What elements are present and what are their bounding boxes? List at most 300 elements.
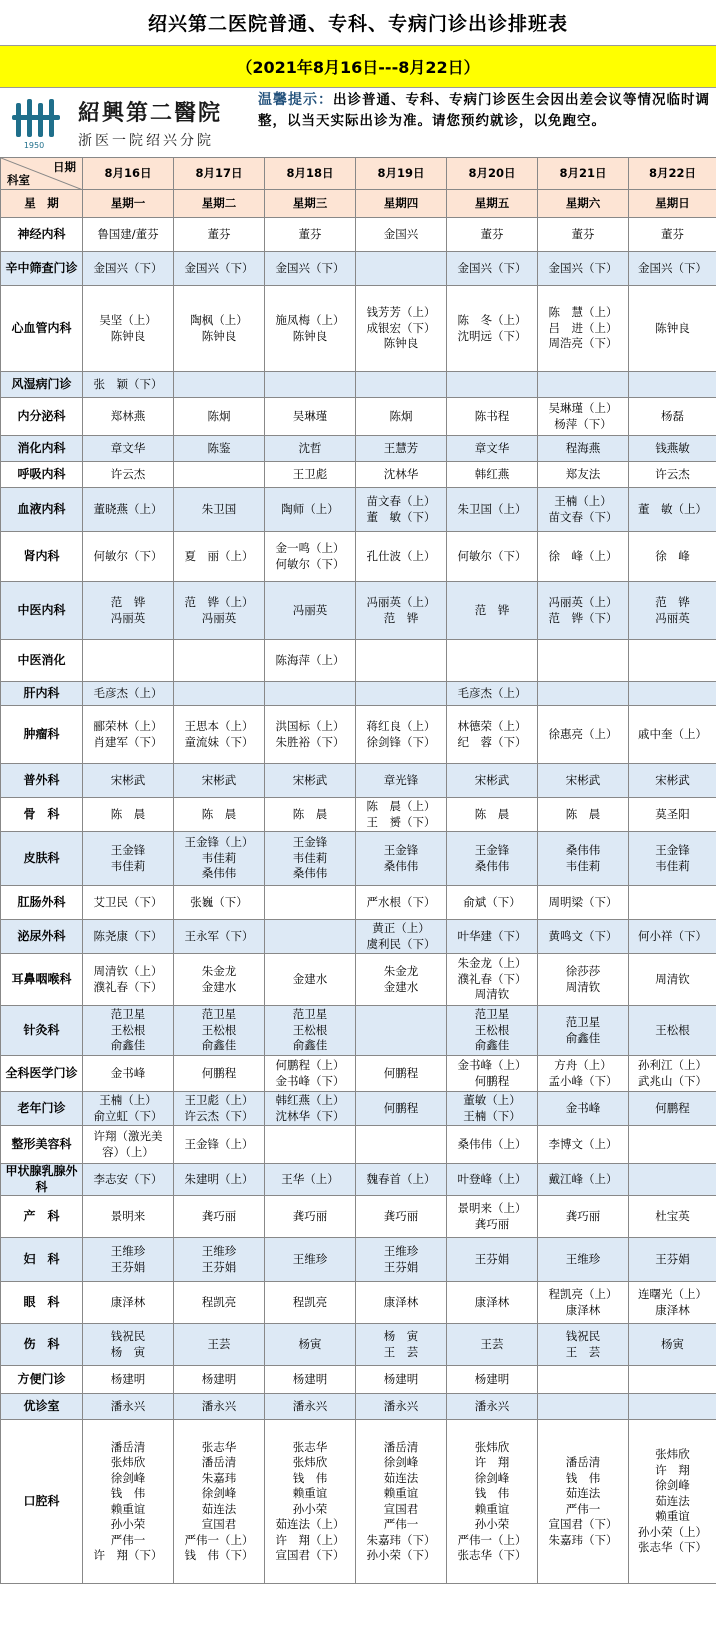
- doctor-entry: 王思本（上）: [184, 719, 254, 733]
- department-name: 普外科: [1, 764, 83, 798]
- schedule-cell: [265, 954, 356, 1006]
- date-cell: 8月18日: [265, 158, 356, 190]
- schedule-cell: [265, 436, 356, 462]
- doctor-entry: 金书峰: [565, 1100, 601, 1115]
- doctor-entry: 成银宏（下）: [366, 320, 436, 335]
- weekday-cell: 星期日: [629, 190, 716, 218]
- schedule-cell: [447, 954, 538, 1006]
- schedule-cell: [174, 398, 265, 436]
- schedule-row: [1, 706, 716, 764]
- schedule-cell: [174, 682, 265, 706]
- schedule-cell: [174, 1006, 265, 1056]
- schedule-cell: [629, 1282, 716, 1324]
- schedule-cell: [538, 954, 629, 1006]
- doctor-entry: 王维珍: [383, 1244, 419, 1258]
- schedule-cell: [538, 920, 629, 954]
- doctor-entry: 桑伟伟: [474, 858, 510, 873]
- doctor-entry: 徐 峰（上）: [548, 548, 618, 563]
- doctor-entry: 范 铧: [655, 595, 690, 609]
- doctor-entry: 程凯亮: [292, 1294, 328, 1309]
- doctor-entry: 陈钟良: [292, 328, 328, 343]
- doctor-entry: 朱嘉玮（下）: [366, 1532, 436, 1547]
- schedule-cell: [356, 1324, 447, 1366]
- doctor-entry: 虞利民（下）: [366, 936, 436, 951]
- logo-subtitle: 浙医一院绍兴分院: [78, 132, 214, 149]
- doctor-entry: 金国兴（下）: [457, 260, 527, 275]
- doctor-entry: 周清钦: [474, 987, 510, 1002]
- schedule-cell: [447, 764, 538, 798]
- schedule-row: [1, 886, 716, 920]
- doctor-entry: 徐剑峰: [383, 1455, 419, 1469]
- doctor-entry: 宋彬武: [655, 772, 690, 787]
- doctor-entry: 潘岳清: [110, 1439, 146, 1454]
- doctor-entry: 冯丽英: [110, 610, 146, 625]
- doctor-entry: 魏春首（上）: [366, 1171, 436, 1186]
- schedule-row: [1, 1056, 716, 1092]
- schedule-cell: [538, 436, 629, 462]
- doctor-entry: 俞斌（下）: [463, 894, 521, 909]
- doctor-entry: 赖重谊: [292, 1486, 328, 1500]
- doctor-entry: 钱 伟（下）: [184, 1548, 254, 1562]
- schedule-cell: [538, 640, 629, 682]
- doctor-entry: 龚巧丽: [383, 1208, 419, 1223]
- department-name: 妇 科: [1, 1238, 83, 1282]
- schedule-cell: [265, 218, 356, 252]
- schedule-cell: [538, 1324, 629, 1366]
- doctor-entry: 杨磊: [661, 408, 684, 423]
- doctor-entry: 冯丽英: [655, 610, 690, 625]
- doctor-entry: 潘岳清: [201, 1455, 237, 1469]
- schedule-cell: [174, 1056, 265, 1092]
- doctor-entry: 钱 伟: [292, 1470, 328, 1485]
- department-name: 伤 科: [1, 1324, 83, 1366]
- department-name: 骨 科: [1, 798, 83, 832]
- schedule-cell: [629, 532, 716, 582]
- doctor-entry: 潘永兴: [383, 1398, 419, 1413]
- schedule-row: [1, 532, 716, 582]
- doctor-entry: 赖重谊: [383, 1486, 419, 1500]
- doctor-entry: 范卫星: [201, 1007, 237, 1022]
- doctor-entry: 张炜欣: [474, 1439, 510, 1454]
- schedule-cell: [83, 1282, 174, 1324]
- page-title: 绍兴第二医院普通、专科、专病门诊出诊排班表: [0, 0, 716, 45]
- doctor-entry: 王楠（上）: [554, 494, 612, 508]
- hospital-emblem-icon: [10, 95, 68, 151]
- doctor-entry: 王芸: [207, 1336, 231, 1351]
- schedule-cell: [447, 682, 538, 706]
- logo-name: 紹興第二醫院: [78, 99, 223, 126]
- department-name: 神经内科: [1, 218, 83, 252]
- schedule-row: [1, 1324, 716, 1366]
- schedule-cell: [265, 532, 356, 582]
- schedule-cell: [447, 706, 538, 764]
- schedule-cell: [447, 1420, 538, 1584]
- doctor-entry: 吕 进（上）: [548, 320, 618, 335]
- schedule-cell: [356, 582, 447, 640]
- doctor-entry: 孙利江（上）: [638, 1058, 707, 1072]
- doctor-entry: 桑伟伟: [565, 843, 601, 857]
- doctor-entry: 赖重谊: [655, 1509, 690, 1524]
- schedule-cell: [447, 1282, 538, 1324]
- doctor-entry: 莫圣阳: [655, 806, 690, 821]
- schedule-cell: [265, 1164, 356, 1196]
- schedule-cell: [629, 1092, 716, 1126]
- schedule-cell: [356, 1420, 447, 1584]
- doctor-entry: 潘岳清: [383, 1439, 419, 1454]
- schedule-cell: [538, 286, 629, 372]
- department-name: 耳鼻咽喉科: [1, 954, 83, 1006]
- doctor-entry: 王 赟（下）: [366, 814, 436, 829]
- doctor-entry: 何敏尔（下）: [457, 548, 527, 563]
- doctor-entry: 孔仕波（上）: [366, 548, 436, 563]
- date-cell: 8月22日: [629, 158, 716, 190]
- doctor-entry: 茹连法: [565, 1486, 601, 1500]
- schedule-cell: [629, 954, 716, 1006]
- doctor-entry: 何鹏程: [383, 1100, 419, 1115]
- department-name: 血液内科: [1, 488, 83, 532]
- schedule-cell: [538, 1196, 629, 1238]
- doctor-entry: 陈 晨（上）: [366, 799, 436, 813]
- schedule-cell: [629, 462, 716, 488]
- doctor-entry: 俞鑫佳: [201, 1038, 237, 1053]
- doctor-entry: 康泽林: [565, 1302, 601, 1317]
- schedule-cell: [83, 582, 174, 640]
- schedule-cell: [447, 1366, 538, 1394]
- schedule-cell: [83, 1056, 174, 1092]
- doctor-entry: 何敏尔（下）: [93, 548, 163, 563]
- schedule-cell: [447, 832, 538, 886]
- schedule-cell: [174, 1196, 265, 1238]
- schedule-cell: [265, 1126, 356, 1164]
- doctor-entry: 冯丽英: [292, 602, 328, 617]
- doctor-entry: 杨寅: [298, 1336, 322, 1351]
- department-name: 辛中筛查门诊: [1, 252, 83, 286]
- schedule-cell: [174, 1164, 265, 1196]
- doctor-entry: 韩红燕（上）: [275, 1093, 345, 1107]
- date-cell: 8月17日: [174, 158, 265, 190]
- schedule-cell: [356, 462, 447, 488]
- doctor-entry: 茹连法: [655, 1493, 690, 1508]
- doctor-entry: 王楠（下）: [463, 1108, 521, 1123]
- doctor-entry: 陈 晨: [292, 806, 328, 821]
- doctor-entry: 杨建明: [292, 1371, 328, 1386]
- notice-text: 出诊普通、专科、专病门诊医生会因出差会议等情况临时调整，以当天实际出诊为准。请您预约就诊，以免跑空。: [258, 92, 710, 129]
- schedule-cell: [629, 1366, 716, 1394]
- doctor-entry: 董 敏（下）: [366, 509, 436, 524]
- department-name: 泌尿外科: [1, 920, 83, 954]
- doctor-entry: 王芬娟: [110, 1259, 146, 1274]
- doctor-entry: 朱胜裕（下）: [275, 734, 345, 749]
- doctor-entry: 孟小峰（下）: [548, 1073, 618, 1088]
- schedule-cell: [265, 1420, 356, 1584]
- schedule-cell: [174, 582, 265, 640]
- doctor-entry: 王松根: [110, 1022, 146, 1037]
- schedule-cell: [356, 1238, 447, 1282]
- schedule-cell: [83, 462, 174, 488]
- doctor-entry: 董芬: [298, 226, 322, 241]
- doctor-entry: 朱金龙: [383, 964, 419, 978]
- schedule-cell: [265, 1282, 356, 1324]
- schedule-cell: [538, 798, 629, 832]
- date-header-row: [1, 158, 716, 190]
- doctor-entry: 王卫彪（上）: [184, 1093, 254, 1107]
- doctor-entry: 叶登峰（上）: [457, 1171, 527, 1186]
- schedule-cell: [447, 1324, 538, 1366]
- doctor-entry: 杨建明: [110, 1371, 146, 1386]
- schedule-cell: [174, 1366, 265, 1394]
- schedule-cell: [265, 488, 356, 532]
- doctor-entry: 何鹏程: [201, 1065, 237, 1080]
- department-name: 针灸科: [1, 1006, 83, 1056]
- schedule-cell: [629, 488, 716, 532]
- schedule-cell: [265, 1324, 356, 1366]
- doctor-entry: 许 翔（上）: [275, 1532, 345, 1547]
- schedule-cell: [356, 798, 447, 832]
- doctor-entry: 徐剑峰: [655, 1478, 690, 1493]
- doctor-entry: 徐剑峰: [474, 1470, 510, 1485]
- doctor-entry: 钱燕敏: [655, 440, 690, 455]
- schedule-cell: [538, 764, 629, 798]
- schedule-cell: [447, 252, 538, 286]
- doctor-entry: 吴坚（上）: [99, 313, 157, 327]
- doctor-entry: 吴琳瑾（上）: [548, 401, 618, 415]
- schedule-row: [1, 488, 716, 532]
- schedule-cell: [356, 1092, 447, 1126]
- schedule-cell: [629, 886, 716, 920]
- department-name: 心血管内科: [1, 286, 83, 372]
- schedule-cell: [447, 1164, 538, 1196]
- doctor-entry: 许 翔: [655, 1462, 690, 1477]
- department-name: 风湿病门诊: [1, 372, 83, 398]
- doctor-entry: 董芬: [207, 226, 231, 241]
- doctor-entry: 陈 晨: [110, 806, 146, 821]
- doctor-entry: 李志安（下）: [93, 1171, 163, 1186]
- schedule-cell: [174, 532, 265, 582]
- doctor-entry: 桑伟伟: [201, 866, 237, 881]
- doctor-entry: 康泽林: [655, 1302, 690, 1317]
- doctor-entry: 陈炯: [207, 408, 231, 423]
- doctor-entry: 艾卫民（下）: [93, 894, 163, 909]
- doctor-entry: 范卫星: [110, 1007, 146, 1022]
- schedule-cell: [629, 832, 716, 886]
- schedule-cell: [265, 286, 356, 372]
- doctor-entry: 许翔（激光美: [93, 1129, 163, 1143]
- schedule-cell: [174, 462, 265, 488]
- schedule-cell: [83, 1324, 174, 1366]
- schedule-cell: [174, 372, 265, 398]
- date-cell: 8月20日: [447, 158, 538, 190]
- schedule-cell: [629, 764, 716, 798]
- doctor-entry: 范卫星: [292, 1007, 328, 1022]
- doctor-entry: 钱芳芳（上）: [366, 305, 436, 320]
- doctor-entry: 俞鑫佳: [110, 1038, 146, 1053]
- department-name: 优诊室: [1, 1394, 83, 1420]
- schedule-row: [1, 798, 716, 832]
- schedule-cell: [629, 1006, 716, 1056]
- doctor-entry: 龚巧丽: [565, 1208, 601, 1223]
- doctor-entry: 何鹏程: [383, 1065, 419, 1080]
- schedule-cell: [538, 1092, 629, 1126]
- doctor-entry: 沈林华（下）: [275, 1108, 345, 1123]
- doctor-entry: 金国兴（下）: [184, 260, 254, 275]
- doctor-entry: 徐剑峰: [201, 1486, 237, 1500]
- schedule-row: [1, 1238, 716, 1282]
- doctor-entry: 濮礼春（下）: [93, 979, 163, 994]
- schedule-cell: [83, 640, 174, 682]
- doctor-entry: 王金锋: [655, 843, 690, 857]
- schedule-cell: [356, 1056, 447, 1092]
- doctor-entry: 张志华（下）: [457, 1548, 527, 1562]
- doctor-entry: 王慧芳: [383, 440, 419, 455]
- doctor-entry: 范 铧: [383, 610, 419, 625]
- doctor-entry: 叶华建（下）: [457, 928, 527, 943]
- doctor-entry: 濮礼春（下）: [457, 971, 527, 986]
- doctor-entry: 沈明远（下）: [457, 328, 527, 343]
- doctor-entry: 王松根: [474, 1022, 510, 1037]
- doctor-entry: 俞立虹（下）: [93, 1108, 163, 1123]
- doctor-entry: 宋彬武: [201, 772, 237, 787]
- doctor-entry: 龚巧丽: [201, 1208, 237, 1223]
- doctor-entry: 金国兴（下）: [93, 260, 163, 275]
- schedule-cell: [356, 488, 447, 532]
- doctor-entry: 茹连法: [201, 1501, 237, 1516]
- doctor-entry: 张志华: [292, 1439, 328, 1454]
- schedule-cell: [538, 1282, 629, 1324]
- schedule-cell: [538, 218, 629, 252]
- schedule-cell: [174, 954, 265, 1006]
- doctor-entry: 范卫星: [565, 1015, 601, 1029]
- schedule-cell: [174, 436, 265, 462]
- schedule-cell: [174, 218, 265, 252]
- doctor-entry: 韦佳莉: [110, 858, 146, 873]
- doctor-entry: 朱嘉玮（下）: [548, 1532, 618, 1547]
- doctor-entry: 王 芸: [565, 1344, 601, 1359]
- schedule-row: [1, 218, 716, 252]
- doctor-entry: 董 敏（上）: [638, 501, 707, 516]
- schedule-row: [1, 398, 716, 436]
- schedule-cell: [629, 436, 716, 462]
- doctor-entry: 钱 伟: [110, 1486, 146, 1500]
- doctor-entry: 徐 峰: [655, 548, 690, 563]
- doctor-entry: 王金锋（上）: [184, 835, 254, 850]
- doctor-entry: 陈书程: [474, 408, 510, 423]
- doctor-entry: 连曙光（上）: [638, 1287, 707, 1301]
- doctor-entry: 金国兴: [383, 226, 419, 241]
- doctor-entry: 朱金龙（上）: [457, 956, 527, 971]
- department-name: 中医消化: [1, 640, 83, 682]
- doctor-entry: 董敏（上）: [463, 1093, 521, 1107]
- schedule-row: [1, 1092, 716, 1126]
- weekday-cell: 星期六: [538, 190, 629, 218]
- schedule-cell: [174, 706, 265, 764]
- doctor-entry: 韦佳莉: [655, 858, 690, 873]
- schedule-cell: [356, 706, 447, 764]
- schedule-row: [1, 462, 716, 488]
- doctor-entry: 陈 晨: [474, 806, 510, 821]
- weekday-cell: 星期三: [265, 190, 356, 218]
- doctor-entry: 王华（上）: [281, 1171, 339, 1186]
- department-name: 眼 科: [1, 1282, 83, 1324]
- doctor-entry: 董晓燕（上）: [93, 501, 163, 516]
- department-name: 肛肠外科: [1, 886, 83, 920]
- doctor-entry: 钱祝民: [110, 1329, 146, 1343]
- date-cell: 8月21日: [538, 158, 629, 190]
- department-name: 肿瘤科: [1, 706, 83, 764]
- weekday-cell: 星期二: [174, 190, 265, 218]
- doctor-entry: 王松根: [292, 1022, 328, 1037]
- schedule-cell: [356, 832, 447, 886]
- schedule-row: [1, 1164, 716, 1196]
- doctor-entry: 金一鸣（上）: [275, 541, 345, 555]
- department-name: 消化内科: [1, 436, 83, 462]
- doctor-entry: 范 铧（上）: [184, 595, 254, 609]
- corner-date-label: 日期: [53, 160, 76, 174]
- doctor-entry: 金书峰: [110, 1065, 146, 1080]
- schedule-cell: [265, 706, 356, 764]
- doctor-entry: 徐剑锋（下）: [366, 734, 436, 749]
- doctor-entry: 宣国君（下）: [275, 1548, 345, 1562]
- doctor-entry: 王芬娟: [655, 1251, 690, 1266]
- schedule-cell: [629, 372, 716, 398]
- schedule-cell: [629, 398, 716, 436]
- schedule-cell: [174, 764, 265, 798]
- schedule-cell: [538, 1164, 629, 1196]
- doctor-entry: 赖重谊: [474, 1501, 510, 1516]
- doctor-entry: 王卫彪: [292, 466, 328, 481]
- schedule-cell: [174, 798, 265, 832]
- doctor-entry: 朱卫国: [201, 501, 237, 516]
- doctor-entry: 戴江峰（上）: [548, 1171, 618, 1186]
- doctor-entry: 宋彬武: [110, 772, 146, 787]
- doctor-entry: 陶枫（上）: [190, 313, 248, 327]
- schedule-row: [1, 1366, 716, 1394]
- schedule-cell: [356, 286, 447, 372]
- doctor-entry: 施凤梅（上）: [275, 313, 345, 327]
- schedule-cell: [265, 1366, 356, 1394]
- doctor-entry: 陈海萍（上）: [275, 652, 345, 667]
- weekday-header-row: [1, 190, 716, 218]
- schedule-cell: [447, 1056, 538, 1092]
- doctor-entry: 宋彬武: [292, 772, 328, 787]
- corner-dept-label: 科室: [7, 172, 30, 187]
- schedule-cell: [629, 1394, 716, 1420]
- schedule-cell: [356, 640, 447, 682]
- schedule-cell: [447, 1092, 538, 1126]
- department-name: 产 科: [1, 1196, 83, 1238]
- doctor-entry: 许云杰: [110, 466, 146, 481]
- date-cell: 8月16日: [83, 158, 174, 190]
- doctor-entry: 肖建军（下）: [93, 734, 163, 749]
- doctor-entry: 朱嘉玮: [201, 1470, 237, 1485]
- doctor-entry: 金国兴（下）: [638, 260, 707, 275]
- doctor-entry: 许 翔: [474, 1455, 510, 1469]
- doctor-entry: 潘永兴: [201, 1398, 237, 1413]
- doctor-entry: 何敏尔（下）: [275, 556, 345, 571]
- schedule-cell: [83, 1420, 174, 1584]
- doctor-entry: 何鹏程: [474, 1073, 510, 1088]
- doctor-entry: 陈炯: [389, 408, 413, 423]
- doctor-entry: 孙小荣: [110, 1517, 146, 1531]
- doctor-entry: 郑友法: [565, 466, 601, 481]
- schedule-row: [1, 1006, 716, 1056]
- doctor-entry: 孙小荣: [474, 1517, 510, 1531]
- schedule-cell: [629, 920, 716, 954]
- doctor-entry: 桑伟伟: [383, 858, 419, 873]
- doctor-entry: 王金锋: [474, 843, 510, 857]
- schedule-cell: [174, 1420, 265, 1584]
- doctor-entry: 韦佳莉: [292, 850, 328, 865]
- schedule-cell: [356, 398, 447, 436]
